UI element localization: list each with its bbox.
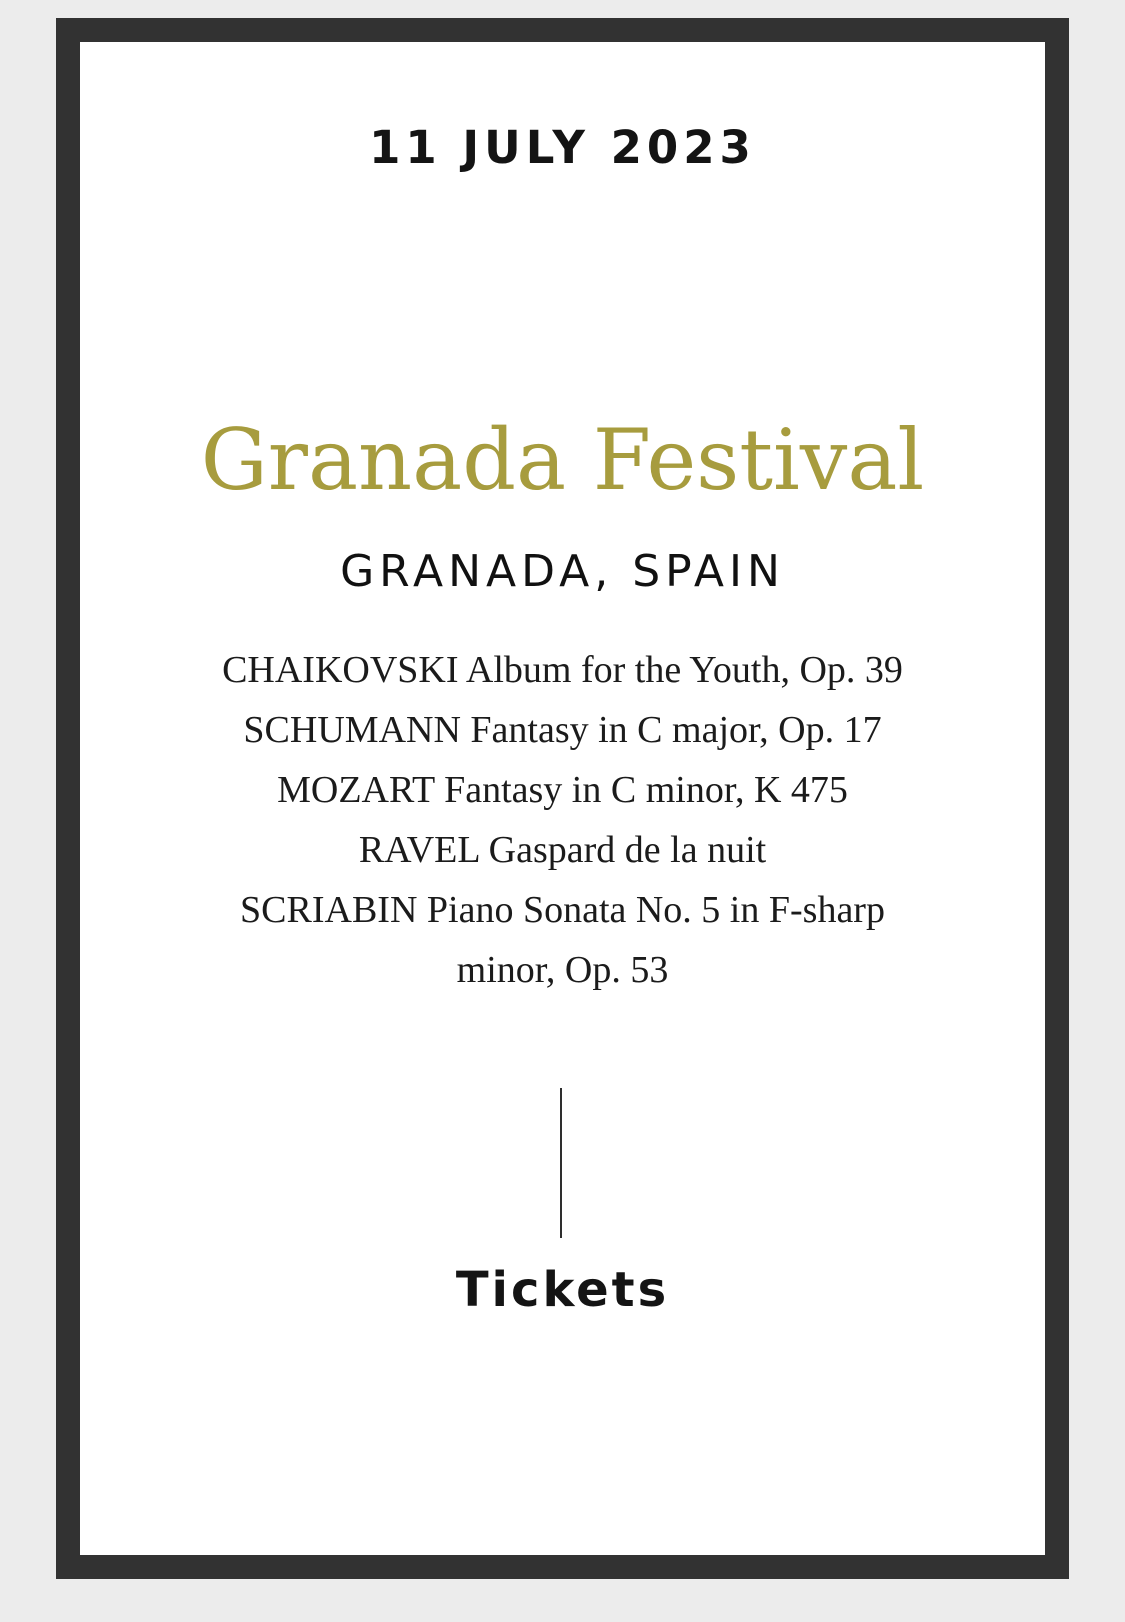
event-date: 11 JULY 2023 (369, 121, 756, 174)
program-item: RAVEL Gaspard de la nuit (358, 829, 767, 871)
event-location: GRANADA, SPAIN (340, 546, 785, 597)
divider-line (560, 1088, 562, 1238)
program-item: SCRIABIN Piano Sonata No. 5 in F-sharp minor, Op. 53 (240, 889, 885, 991)
program-item: MOZART Fantasy in C minor, K 475 (277, 769, 848, 811)
program-item: CHAIKOVSKI Album for the Youth, Op. 39 (222, 649, 903, 691)
tickets-link[interactable]: Tickets (455, 1262, 670, 1318)
program-list (205, 640, 920, 1000)
event-title: Granada Festival (200, 411, 925, 509)
program-item: SCHUMANN Fantasy in C major, Op. 17 (243, 709, 882, 751)
event-card (56, 18, 1069, 1579)
